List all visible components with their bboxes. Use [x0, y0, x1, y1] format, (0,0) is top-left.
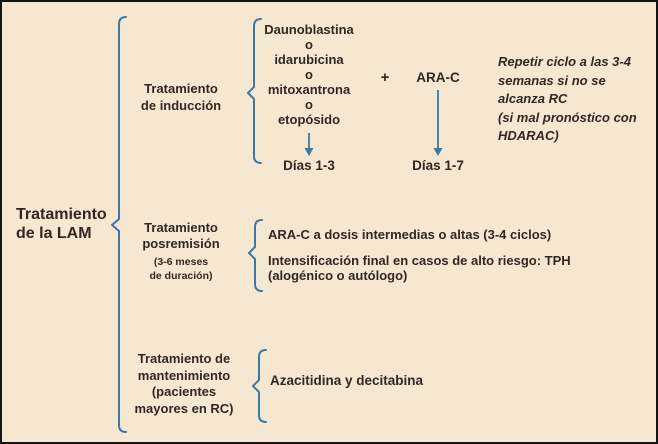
companion-days-label: Días 1-7 [412, 158, 464, 173]
postremission-phase-label [134, 220, 228, 251]
induction-label-line: Tratamiento [144, 81, 218, 96]
postremission-brace [249, 220, 262, 291]
maintenance-label-line: mantenimiento [137, 367, 231, 383]
drug-option: etopósido [277, 112, 341, 127]
postremission-item: ARA-C a dosis intermedias o altas (3-4 ciclos) [268, 227, 552, 242]
drug-option: Daunoblastina [264, 22, 354, 37]
note-line: Repetir ciclo a las 3-4 [498, 54, 631, 69]
postremission-item-line: (alogénico o autólogo) [268, 267, 408, 283]
postremission-item [268, 254, 571, 283]
maintenance-phase-label [130, 351, 238, 417]
postremission-sublabel-line: de duración) [149, 269, 213, 282]
companion-drug-label: ARA-C [416, 70, 460, 85]
root-title-line: de la LAM [16, 225, 92, 242]
arac-down-arrow [434, 90, 443, 156]
root-title-line: Tratamiento [16, 206, 107, 223]
postremission-sublabel-line: (3-6 meses [153, 256, 209, 268]
maintenance-label-line: (pacientes [151, 384, 217, 399]
note-line: semanas si no se [498, 72, 606, 88]
drug-days-label: Días 1-3 [283, 158, 335, 173]
note-line: alcanza RC [498, 91, 568, 106]
drug-option-separator: o [305, 67, 313, 82]
maintenance-label-line: mayores en RC) [134, 400, 234, 416]
plus-sign: + [380, 69, 390, 86]
postremission-item-line: Intensificación final en casos de alto riesgo: TPH [268, 253, 571, 268]
postremission-duration-sublabel [134, 256, 228, 283]
diagram-root-title [16, 205, 118, 243]
drug-down-arrow [305, 133, 314, 156]
maintenance-brace [253, 350, 266, 422]
maintenance-item: Azacitidina y decitabina [270, 373, 424, 388]
induction-label-line: de inducción [140, 98, 222, 113]
note-line: (si mal pronóstico con [498, 109, 637, 125]
drug-option-separator: o [305, 37, 313, 52]
note-line: HDARAC) [498, 128, 559, 143]
drug-option-separator: o [305, 97, 313, 112]
induction-drug-options [259, 22, 359, 127]
maintenance-label-line: Tratamiento de [137, 351, 231, 366]
drug-option: mitoxantrona [267, 82, 351, 97]
drug-option: idarubicina [274, 52, 344, 67]
repeat-cycle-note [498, 53, 652, 146]
induction-phase-label [134, 80, 228, 114]
postremission-label-line: Tratamiento [144, 220, 218, 235]
postremission-label-line: posremisión [142, 235, 220, 251]
